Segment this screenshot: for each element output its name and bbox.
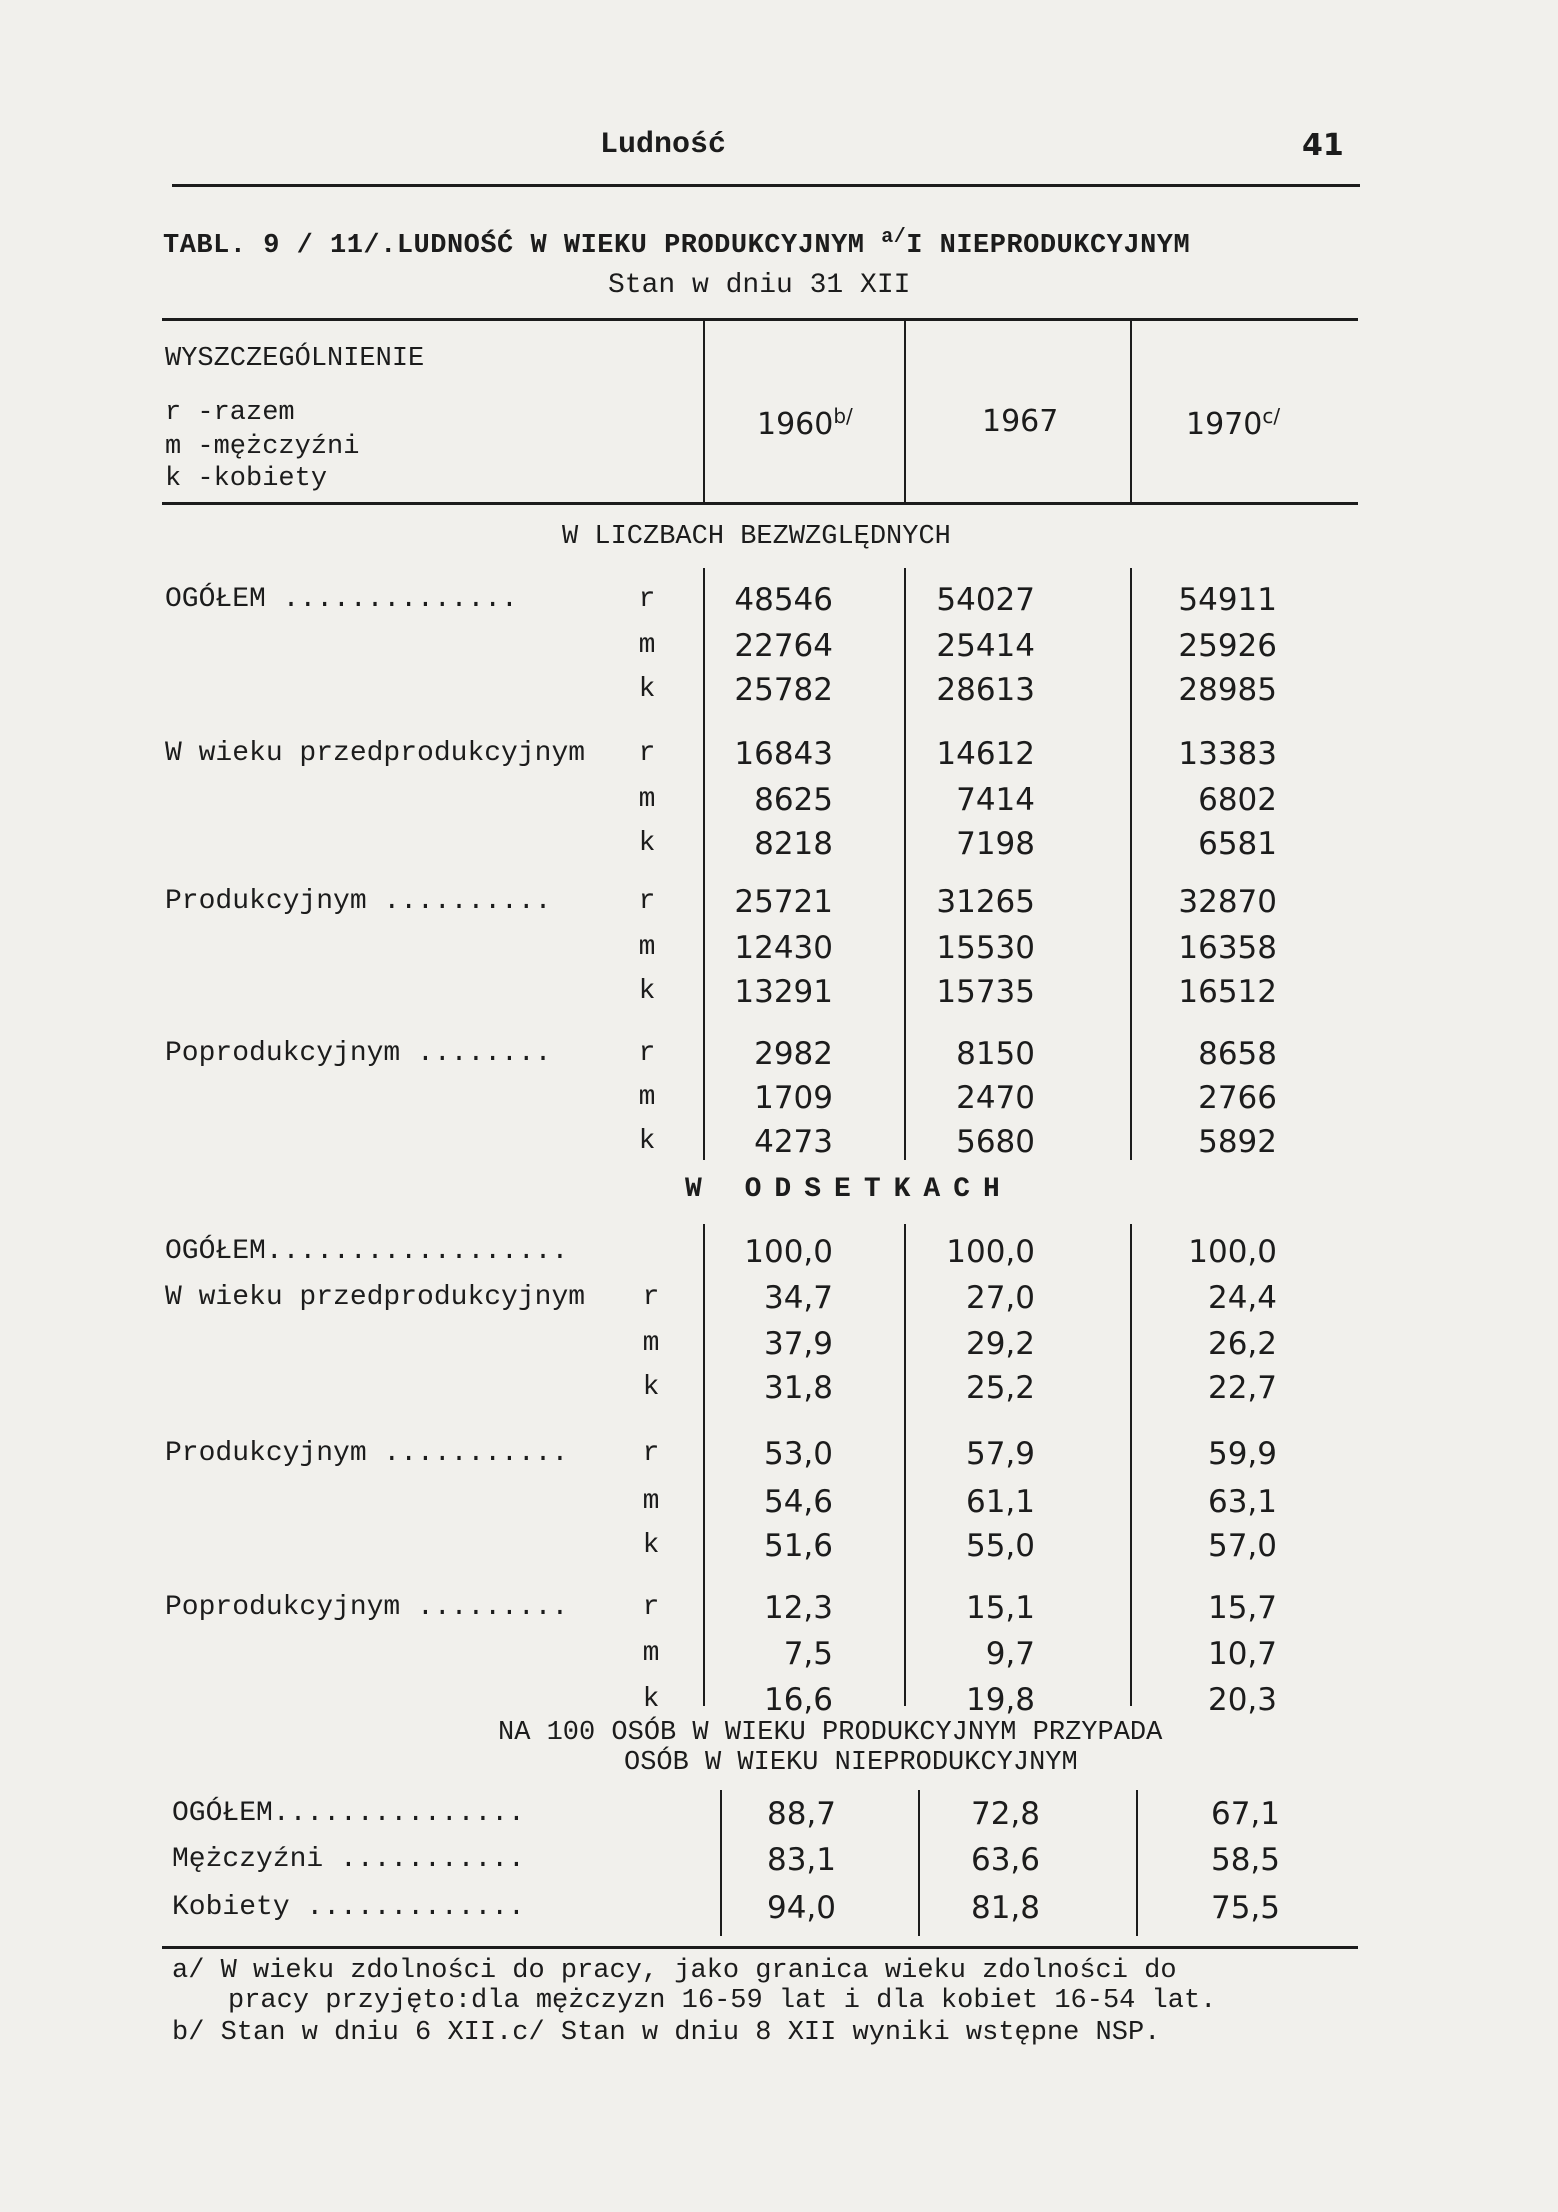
pct-row-0-0-col-1: 27,0 bbox=[965, 1280, 1035, 1316]
pct-row-1-2-col-0: 51,6 bbox=[763, 1528, 833, 1564]
pct-row-0-1-col-1: 29,2 bbox=[965, 1326, 1035, 1362]
abs-row-0-0-col-1: 54027 bbox=[936, 582, 1035, 618]
pct-row-1-2-col-2: 57,0 bbox=[1207, 1528, 1277, 1564]
abs-group-label-2: Produkcyjnym .......... bbox=[165, 886, 552, 917]
abs-row-1-1-col-1: 7414 bbox=[956, 782, 1035, 818]
abs-row-1-0-col-2: 13383 bbox=[1178, 736, 1277, 772]
pct-sex-1-0: r bbox=[642, 1438, 660, 1469]
column-header-1960: $1960^{b/}$ bbox=[757, 404, 853, 442]
pct-group-label-1: Produkcyjnym ........... bbox=[165, 1438, 569, 1469]
pct-row-2-1-col-1: 9,7 bbox=[985, 1636, 1035, 1672]
pct-total-col-0: 100,0 bbox=[744, 1234, 833, 1270]
ratio-row-2-col-0: 94,0 bbox=[766, 1890, 836, 1926]
pct-row-2-0-col-2: 15,7 bbox=[1207, 1590, 1277, 1626]
page-number: 41 bbox=[1302, 128, 1344, 163]
table-title bbox=[163, 226, 1190, 261]
pct-row-1-1-col-1: 61,1 bbox=[965, 1484, 1035, 1520]
abs-group-label-3: Poprodukcyjnym ........ bbox=[165, 1038, 552, 1069]
pct-row-2-0-col-1: 15,1 bbox=[965, 1590, 1035, 1626]
table-head-rule bbox=[162, 502, 1358, 505]
abs-row-3-0-col-0: 2982 bbox=[754, 1036, 833, 1072]
table-title-main: TABL. 9 / 11/.LUDNOŚĆ W WIEKU PRODUKCYJNYM bbox=[163, 231, 865, 261]
abs-row-2-0-col-0: 25721 bbox=[734, 884, 833, 920]
pct-row-1-0-col-0: 53,0 bbox=[763, 1436, 833, 1472]
abs-sex-2-0: r bbox=[638, 886, 656, 917]
pct-row-0-0-col-0: 34,7 bbox=[763, 1280, 833, 1316]
footnote-a: a/ W wieku zdolności do pracy, jako granica wieku zdolności do bbox=[172, 1956, 1177, 1986]
pct-row-1-1-col-0: 54,6 bbox=[763, 1484, 833, 1520]
abs-row-2-2-col-2: 16512 bbox=[1178, 974, 1277, 1010]
pct-group-label-0: W wieku przedprodukcyjnym bbox=[165, 1282, 586, 1313]
abs-sex-3-1: m bbox=[638, 1082, 656, 1113]
pct-sex-0-1: m bbox=[642, 1328, 660, 1359]
pct-sex-2-2: k bbox=[642, 1684, 660, 1715]
abs-row-1-0-col-0: 16843 bbox=[734, 736, 833, 772]
legend-r: r -razem bbox=[165, 398, 295, 428]
abs-sex-2-2: k bbox=[638, 976, 656, 1007]
pct-row-2-1-col-0: 7,5 bbox=[783, 1636, 833, 1672]
table-subtitle: Stan w dniu 31 XII bbox=[608, 270, 911, 301]
pct-row-2-2-col-2: 20,3 bbox=[1207, 1682, 1277, 1718]
abs-row-2-1-col-0: 12430 bbox=[734, 930, 833, 966]
abs-row-0-2-col-0: 25782 bbox=[734, 672, 833, 708]
head-divider-3 bbox=[1130, 320, 1132, 502]
column-header-1967: 1967 bbox=[982, 404, 1059, 439]
ratio-row-2-col-1: 81,8 bbox=[970, 1890, 1040, 1926]
section-absolute-heading: W LICZBACH BEZWZGLĘDNYCH bbox=[562, 522, 951, 552]
pct-sex-1-2: k bbox=[642, 1530, 660, 1561]
abs-row-3-0-col-1: 8150 bbox=[956, 1036, 1035, 1072]
pct-row-1-0-col-1: 57,9 bbox=[965, 1436, 1035, 1472]
abs-sex-0-2: k bbox=[638, 674, 656, 705]
abs-row-3-2-col-2: 5892 bbox=[1198, 1124, 1277, 1160]
abs-row-1-1-col-0: 8625 bbox=[754, 782, 833, 818]
abs-row-2-1-col-1: 15530 bbox=[936, 930, 1035, 966]
abs-sex-3-0: r bbox=[638, 1038, 656, 1069]
pct-sex-2-1: m bbox=[642, 1638, 660, 1669]
abs-row-3-2-col-0: 4273 bbox=[754, 1124, 833, 1160]
pct-row-2-2-col-0: 16,6 bbox=[763, 1682, 833, 1718]
ratio-label-2: Kobiety ............. bbox=[172, 1892, 525, 1923]
legend-k: k -kobiety bbox=[165, 464, 328, 494]
abs-sex-2-1: m bbox=[638, 932, 656, 963]
pct-row-0-2-col-0: 31,8 bbox=[763, 1370, 833, 1406]
ratio-row-0-col-2: 67,1 bbox=[1210, 1796, 1280, 1832]
abs-row-3-1-col-2: 2766 bbox=[1198, 1080, 1277, 1116]
abs-row-0-2-col-2: 28985 bbox=[1178, 672, 1277, 708]
abs-sex-1-0: r bbox=[638, 738, 656, 769]
abs-row-3-1-col-0: 1709 bbox=[754, 1080, 833, 1116]
pct-sex-1-1: m bbox=[642, 1486, 660, 1517]
ratio-row-1-col-2: 58,5 bbox=[1210, 1842, 1280, 1878]
section-ratio-heading-line1: NA 100 OSÓB W WIEKU PRODUKCYJNYM PRZYPADA bbox=[498, 1718, 1163, 1748]
pct-sex-0-0: r bbox=[642, 1282, 660, 1313]
section-percent-heading: W ODSETKACH bbox=[685, 1174, 1013, 1205]
pct-row-2-1-col-2: 10,7 bbox=[1207, 1636, 1277, 1672]
abs-row-0-0-col-0: 48546 bbox=[734, 582, 833, 618]
abs-sex-1-1: m bbox=[638, 784, 656, 815]
abs-row-0-0-col-2: 54911 bbox=[1178, 582, 1277, 618]
legend-heading: WYSZCZEGÓLNIENIE bbox=[165, 344, 425, 374]
head-divider-2 bbox=[904, 320, 906, 502]
abs-row-2-0-col-1: 31265 bbox=[936, 884, 1035, 920]
abs-row-1-2-col-2: 6581 bbox=[1198, 826, 1277, 862]
abs-row-2-2-col-1: 15735 bbox=[936, 974, 1035, 1010]
pct-row-0-2-col-2: 22,7 bbox=[1207, 1370, 1277, 1406]
pct-row-0-2-col-1: 25,2 bbox=[965, 1370, 1035, 1406]
pct-row-1-1-col-2: 63,1 bbox=[1207, 1484, 1277, 1520]
abs-group-label-0: OGÓŁEM .............. bbox=[165, 584, 518, 615]
abs-row-2-1-col-2: 16358 bbox=[1178, 930, 1277, 966]
pct-group-label-2: Poprodukcyjnym ......... bbox=[165, 1592, 569, 1623]
abs-row-3-1-col-1: 2470 bbox=[956, 1080, 1035, 1116]
section-ratio-heading-line2: OSÓB W WIEKU NIEPRODUKCYJNYM bbox=[624, 1748, 1078, 1778]
abs-row-0-1-col-0: 22764 bbox=[734, 628, 833, 664]
legend-m: m -mężczyźni bbox=[165, 432, 360, 462]
abs-row-2-2-col-0: 13291 bbox=[734, 974, 833, 1010]
abs-sex-3-2: k bbox=[638, 1126, 656, 1157]
abs-row-1-2-col-0: 8218 bbox=[754, 826, 833, 862]
pct-row-0-1-col-0: 37,9 bbox=[763, 1326, 833, 1362]
footnote-b-c: b/ Stan w dniu 6 XII.c/ Stan w dniu 8 XII wyniki wstępne NSP. bbox=[172, 2018, 1161, 2048]
abs-row-0-1-col-2: 25926 bbox=[1178, 628, 1277, 664]
abs-row-3-2-col-1: 5680 bbox=[956, 1124, 1035, 1160]
table-top-rule bbox=[162, 318, 1358, 321]
ratio-label-1: Mężczyźni ........... bbox=[172, 1844, 525, 1875]
pct-row-2-2-col-1: 19,8 bbox=[965, 1682, 1035, 1718]
abs-row-1-2-col-1: 7198 bbox=[956, 826, 1035, 862]
pct-row-1-0-col-2: 59,9 bbox=[1207, 1436, 1277, 1472]
head-divider-1 bbox=[703, 320, 705, 502]
ratio-label-0: OGÓŁEM............... bbox=[172, 1798, 525, 1829]
abs-row-2-0-col-2: 32870 bbox=[1178, 884, 1277, 920]
abs-row-1-1-col-2: 6802 bbox=[1198, 782, 1277, 818]
ratio-row-1-col-1: 63,6 bbox=[970, 1842, 1040, 1878]
pct-total-label: OGÓŁEM.................. bbox=[165, 1236, 569, 1267]
abs-row-0-2-col-1: 28613 bbox=[936, 672, 1035, 708]
table-title-footnote-mark: a/ bbox=[881, 226, 907, 249]
ratio-row-0-col-1: 72,8 bbox=[970, 1796, 1040, 1832]
column-header-1970: $1970^{c/}$ bbox=[1186, 404, 1281, 442]
abs-group-label-1: W wieku przedprodukcyjnym bbox=[165, 738, 586, 769]
pct-row-2-0-col-0: 12,3 bbox=[763, 1590, 833, 1626]
pct-sex-0-2: k bbox=[642, 1372, 660, 1403]
footnote-a-continued: pracy przyjęto:dla mężczyzn 16-59 lat i dla kobiet 16-54 lat. bbox=[228, 1986, 1217, 2016]
pct-row-0-1-col-2: 26,2 bbox=[1207, 1326, 1277, 1362]
page-header-title: Ludność bbox=[600, 128, 727, 162]
abs-row-0-1-col-1: 25414 bbox=[936, 628, 1035, 664]
ratio-row-1-col-0: 83,1 bbox=[766, 1842, 836, 1878]
ratio-row-0-col-0: 88,7 bbox=[766, 1796, 836, 1832]
table-bottom-rule bbox=[162, 1946, 1358, 1949]
pct-total-col-1: 100,0 bbox=[946, 1234, 1035, 1270]
abs-sex-0-0: r bbox=[638, 584, 656, 615]
pct-total-col-2: 100,0 bbox=[1188, 1234, 1277, 1270]
ratio-row-2-col-2: 75,5 bbox=[1210, 1890, 1280, 1926]
abs-sex-1-2: k bbox=[638, 828, 656, 859]
pct-row-1-2-col-1: 55,0 bbox=[965, 1528, 1035, 1564]
pct-row-0-0-col-2: 24,4 bbox=[1207, 1280, 1277, 1316]
table-title-tail: I NIEPRODUKCYJNYM bbox=[906, 231, 1191, 261]
abs-row-3-0-col-2: 8658 bbox=[1198, 1036, 1277, 1072]
pct-sex-2-0: r bbox=[642, 1592, 660, 1623]
header-rule bbox=[172, 184, 1360, 187]
abs-sex-0-1: m bbox=[638, 630, 656, 661]
abs-row-1-0-col-1: 14612 bbox=[936, 736, 1035, 772]
